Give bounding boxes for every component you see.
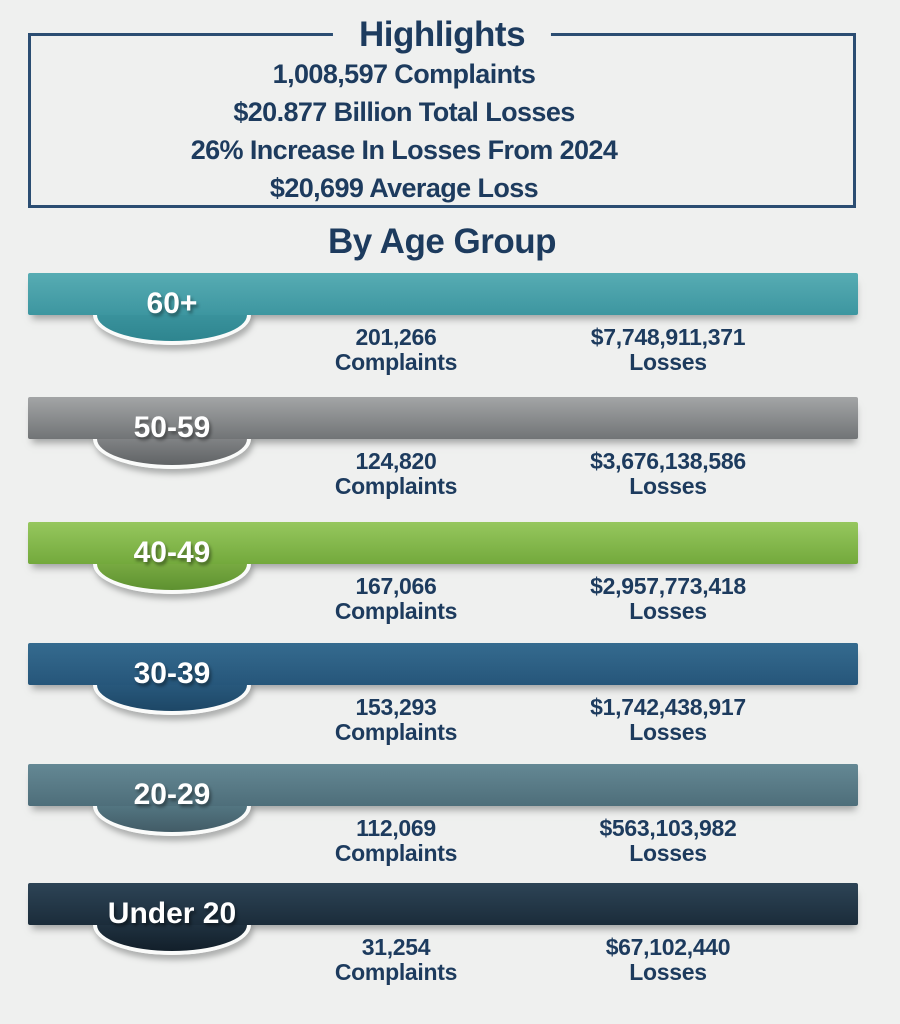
complaints-label: Complaints — [334, 840, 458, 866]
age-label: Under 20 — [107, 897, 237, 930]
age-label: 50-59 — [133, 411, 211, 444]
losses-label: Losses — [629, 473, 707, 499]
losses-label: Losses — [629, 598, 707, 624]
complaints-stat — [246, 574, 546, 624]
age-band-under-20 — [0, 883, 900, 1003]
losses-label: Losses — [629, 349, 707, 375]
age-band-40-49 — [0, 522, 900, 642]
losses-label: Losses — [629, 840, 707, 866]
highlights-line-total-losses: $20.877 Billion Total Losses — [233, 97, 575, 127]
losses-stat — [518, 816, 818, 866]
complaints-label: Complaints — [334, 598, 458, 624]
age-band-60- — [0, 273, 900, 393]
age-band-20-29 — [0, 764, 900, 884]
highlights-line-total-complaints: 1,008,597 Complaints — [272, 59, 536, 89]
complaints-value: 153,293 — [355, 694, 437, 720]
age-label: 40-49 — [133, 536, 211, 569]
complaints-value: 112,069 — [356, 815, 436, 841]
complaints-value: 124,820 — [355, 448, 437, 474]
losses-label: Losses — [629, 719, 707, 745]
complaints-value: 167,066 — [355, 573, 437, 599]
age-label: 20-29 — [133, 778, 211, 811]
losses-value: $1,742,438,917 — [590, 694, 746, 720]
age-band-50-59 — [0, 397, 900, 517]
losses-value: $2,957,773,418 — [590, 573, 746, 599]
losses-stat — [518, 449, 818, 499]
losses-stat — [518, 325, 818, 375]
losses-stat — [518, 695, 818, 745]
complaints-stat — [246, 325, 546, 375]
age-label: 60+ — [146, 287, 198, 320]
highlights-title: Highlights — [333, 13, 551, 57]
losses-stat — [518, 574, 818, 624]
complaints-stat — [246, 695, 546, 745]
losses-label: Losses — [629, 959, 707, 985]
losses-value: $3,676,138,586 — [590, 448, 746, 474]
age-band-30-39 — [0, 643, 900, 763]
highlights-stats — [191, 55, 618, 207]
highlights-line-increase: 26% Increase In Losses From 2024 — [190, 135, 618, 165]
complaints-stat — [246, 935, 546, 985]
complaints-stat — [246, 816, 546, 866]
complaints-label: Complaints — [334, 719, 458, 745]
losses-stat — [518, 935, 818, 985]
complaints-value: 31,254 — [361, 934, 431, 960]
section-title: By Age Group — [328, 222, 556, 261]
complaints-label: Complaints — [334, 959, 458, 985]
complaints-stat — [246, 449, 546, 499]
highlights-box — [28, 15, 856, 208]
losses-value: $563,103,982 — [599, 815, 737, 841]
highlights-line-average-loss: $20,699 Average Loss — [269, 173, 539, 203]
complaints-label: Complaints — [334, 349, 458, 375]
complaints-label: Complaints — [334, 473, 458, 499]
age-label: 30-39 — [133, 657, 211, 690]
losses-value: $67,102,440 — [605, 934, 731, 960]
complaints-value: 201,266 — [355, 324, 437, 350]
losses-value: $7,748,911,371 — [590, 324, 746, 350]
